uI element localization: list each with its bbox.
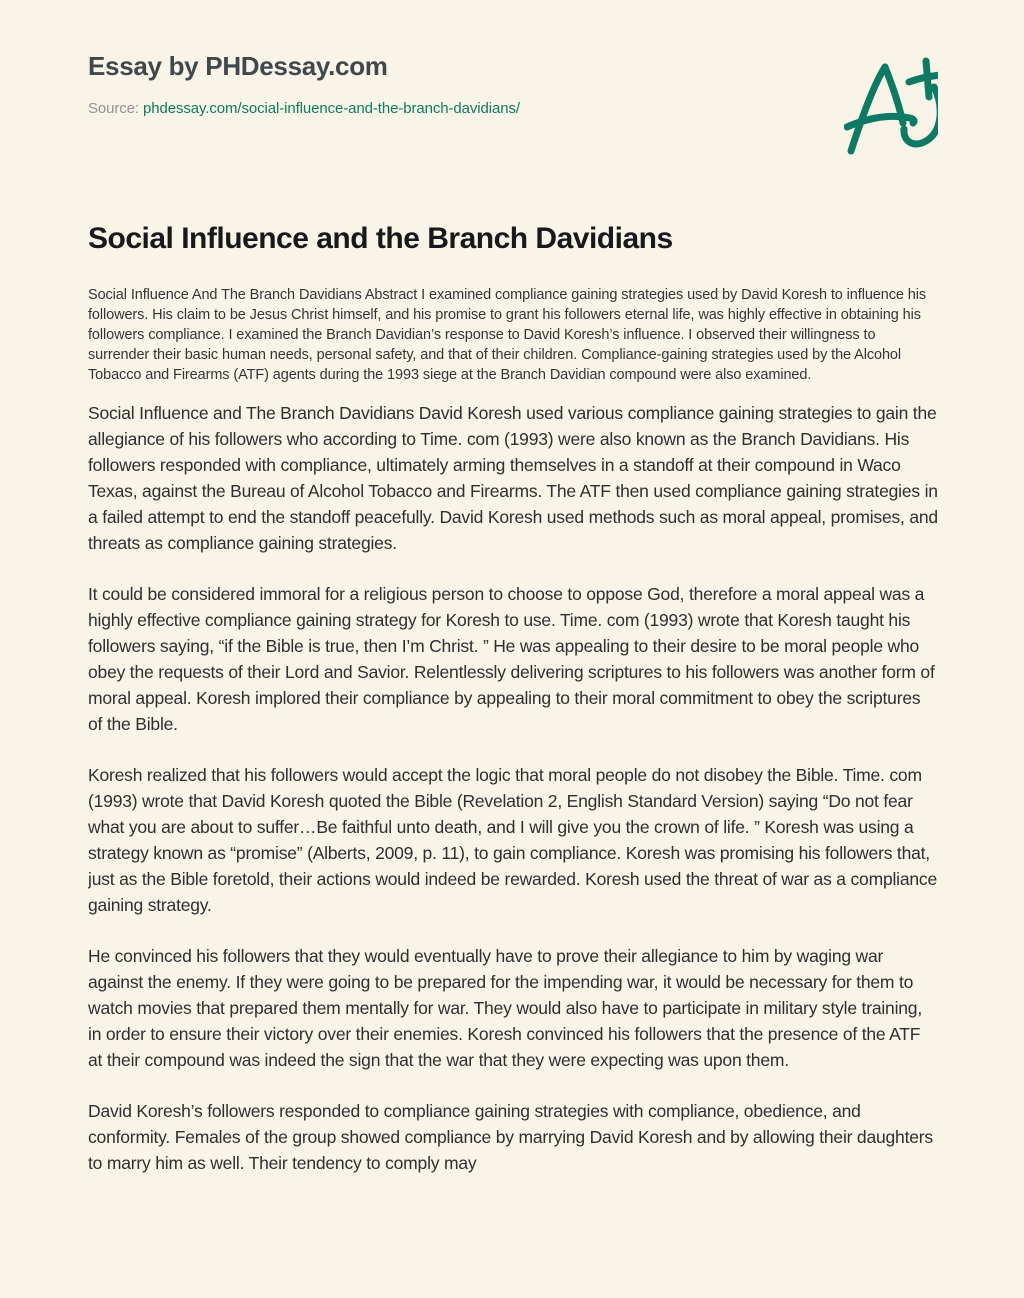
- source-link[interactable]: phdessay.com/social-influence-and-the-branch-davidians/: [143, 100, 520, 117]
- essay-paragraph: It could be considered immoral for a religious person to choose to oppose God, therefore a moral appeal was a highly effective compliance gaining strategy for Koresh to use. Time. com (1993) wrote that Koresh taught his followers saying, “if the Bible is true, then I’m Christ. ” He was appealing to their desire to be moral people who obey the requests of their Lord and Savior. Relentlessly delivering scriptures to his followers was another form of moral appeal. Koresh implored their compliance by appealing to their moral commitment to obey the scriptures of the Bible.: [88, 584, 935, 734]
- essay-paragraph: David Koresh’s followers responded to compliance gaining strategies with compliance, obedience, and conformity. Females of the group showed compliance by marrying David Koresh and by allowing their daughters to marry him as well. Their tendency to comply may: [88, 1101, 933, 1173]
- essay-title: Social Influence and the Branch Davidians: [88, 222, 673, 255]
- a-plus-logo-icon: [844, 54, 938, 158]
- source-label: Source:: [88, 100, 139, 117]
- source-row: [88, 99, 520, 118]
- content-clip: [88, 48, 938, 1266]
- essay-abstract: Social Influence And The Branch Davidians Abstract I examined compliance gaining strategies used by David Koresh to influence his followers. His claim to be Jesus Christ himself, and his promise to grant his followers eternal life, was highly effective in obtaining his followers compliance. I examined the Branch Davidian’s response to David Koresh’s influence. I observed their willingness to surrender their basic human needs, personal safety, and that of their children. Compliance-gaining strategies used by the Alcohol Tobacco and Firearms (ATF) agents during the 1993 siege at the Branch Davidian compound were also examined.: [88, 287, 926, 383]
- essay-paragraph: He convinced his followers that they would eventually have to prove their allegiance to him by waging war against the enemy. If they were going to be prepared for the impending war, it would be necessary for them to watch movies that prepared them mentally for war. They would also have to participate in military style training, in order to ensure their victory over their enemies. Koresh convinced his followers that the presence of the ATF at their compound was indeed the sign that the war that they were expecting was upon them.: [88, 946, 923, 1070]
- essay-body: [88, 400, 938, 1176]
- essay-paragraph: Koresh realized that his followers would accept the logic that moral people do not disobey the Bible. Time. com (1993) wrote that David Koresh quoted the Bible (Revelation 2, English Standard Version) saying “Do not fear what you are about to suffer…Be faithful unto death, and I will give you the crown of life. ” Koresh was using a strategy known as “promise” (Alberts, 2009, p. 11), to gain compliance. Koresh was promising his followers that, just as the Bible foretold, their actions would indeed be rewarded. Koresh used the threat of war as a compliance gaining strategy.: [88, 765, 938, 915]
- page-header: [88, 48, 938, 158]
- site-title: Essay by PHDessay.com: [88, 51, 388, 81]
- header-text-block: [88, 48, 520, 118]
- essay-paragraph: Social Influence and The Branch Davidians David Koresh used various compliance gaining strategies to gain the allegiance of his followers who according to Time. com (1993) were also known as the Branch Davidians. His followers responded with compliance, ultimately arming themselves in a standoff at their compound in Waco Texas, against the Bureau of Alcohol Tobacco and Firearms. The ATF then used compliance gaining strategies in a failed attempt to end the standoff peacefully. David Koresh used methods such as moral appeal, promises, and threats as compliance gaining strategies.: [88, 403, 938, 553]
